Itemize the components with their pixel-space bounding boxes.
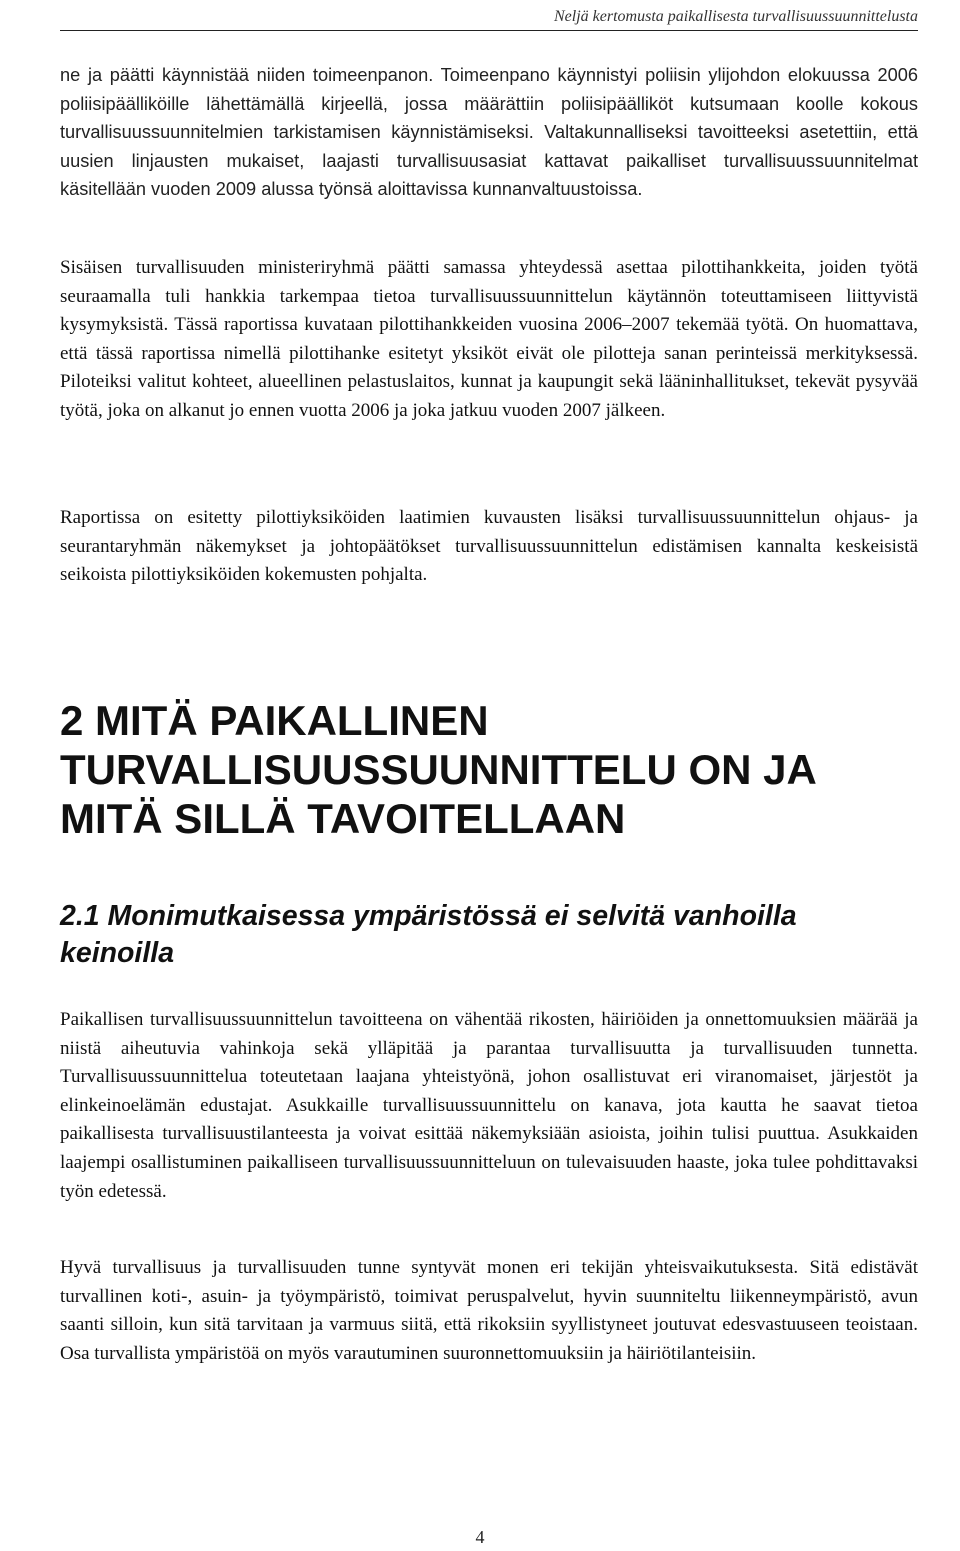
body-paragraph-1: ne ja päätti käynnistää niiden toimeenpanon. Toimeenpano käynnistyi poliisin ylijohdon elokuussa 2006 poliisipäälliköille lähettämällä kirjeellä, jossa määrättiin poliisipäälliköt kutsumaan koolle kokous turvallisuussuunnitelmien tarkistamisen käynnistämiseksi. Valtakunnalliseksi tavoitteeksi asetettiin, että uusien linjausten mukaiset, laajasti turvallisuusasiat kattavat paikalliset turvallisuussuunnitelmat käsitellään vuoden 2009 alussa työnsä aloittavissa kunnanvaltuustoissa. bbox=[60, 65, 918, 200]
body-paragraph-4: Paikallisen turvallisuussuunnittelun tavoitteena on vähentää rikosten, häiriöiden ja onnettomuuksien määrää ja niistä aiheutuvia vahinkoja sekä ylläpitää ja parantaa turvallisuutta ja turvallisuuden tunnetta. Turvallisuussuunnittelua toteutetaan laajana yhteistyönä, johon osallistuvat eri viranomaiset, järjestöt ja elinkeinoelämän edustajat. Asukkaille turvallisuussuunnittelu on kanava, jota kautta he saavat tietoa paikallisesta turvallisuustilanteesta ja voivat esittää näkemyksiään asioista, joihin tulisi puuttua. Asukkaiden laajempi osallistuminen paikalliseen turvallisuussuunnitteluun on tulevaisuuden haaste, joka tulee pohdittavaksi työn edetessä. bbox=[60, 1009, 918, 1202]
page-number: 4 bbox=[475, 1527, 485, 1547]
chapter-heading: 2 MITÄ PAIKALLINEN TURVALLISUUSSUUNNITTELU ON JA MITÄ SILLÄ TAVOITELLAAN bbox=[60, 697, 816, 842]
body-paragraph-3: Raportissa on esitetty pilottiyksiköiden laatimien kuvausten lisäksi turvallisuussuunnittelun ohjaus- ja seurantaryhmän näkemykset ja johtopäätökset turvallisuussuunnittelun edistämisen kannalta keskeisistä seikoista pilottiyksiköiden kokemusten pohjalta. bbox=[60, 507, 918, 586]
running-header: Neljä kertomusta paikallisesta turvallisuussuunnittelusta bbox=[60, 8, 918, 31]
section-heading: 2.1 Monimutkaisessa ympäristössä ei selvitä vanhoilla keinoilla bbox=[60, 900, 797, 969]
body-paragraph-5: Hyvä turvallisuus ja turvallisuuden tunne syntyvät monen eri tekijän yhteisvaikutuksesta. Sitä edistävät turvallinen koti-, asuin- ja työympäristö, toimivat peruspalvelut, hyvin suunniteltu liikenneympäristö, avun saanti silloin, kun sitä tarvitaan ja varmuus siitä, että rikoksiin syyllistyneet joutuvat edesvastuuseen teoistaan. Osa turvallista ympäristöä on myös varautuminen suuronnettomuuksiin ja häiriötilanteisiin. bbox=[60, 1257, 918, 1364]
body-paragraph-2: Sisäisen turvallisuuden ministeriryhmä päätti samassa yhteydessä asettaa pilottihankkeita, joiden työtä seuraamalla tuli hankkia tarkempaa tietoa turvallisuussuunnittelun käytännön toteuttamiseen liittyvistä kysymyksistä. Tässä raportissa kuvataan pilottihankkeiden vuosina 2006–2007 tekemää työtä. On huomattava, että tässä raportissa nimellä pilottihanke esitetyt yksiköt eivät ole pilotteja sanan perinteissä merkityksessä. Piloteiksi valitut kohteet, alueellinen pelastuslaitos, kunnat ja kaupungit sekä lääninhallitukset, tekevät pysyvää työtä, joka on alkanut jo ennen vuotta 2006 ja joka jatkuu vuoden 2007 jälkeen. bbox=[60, 257, 918, 421]
